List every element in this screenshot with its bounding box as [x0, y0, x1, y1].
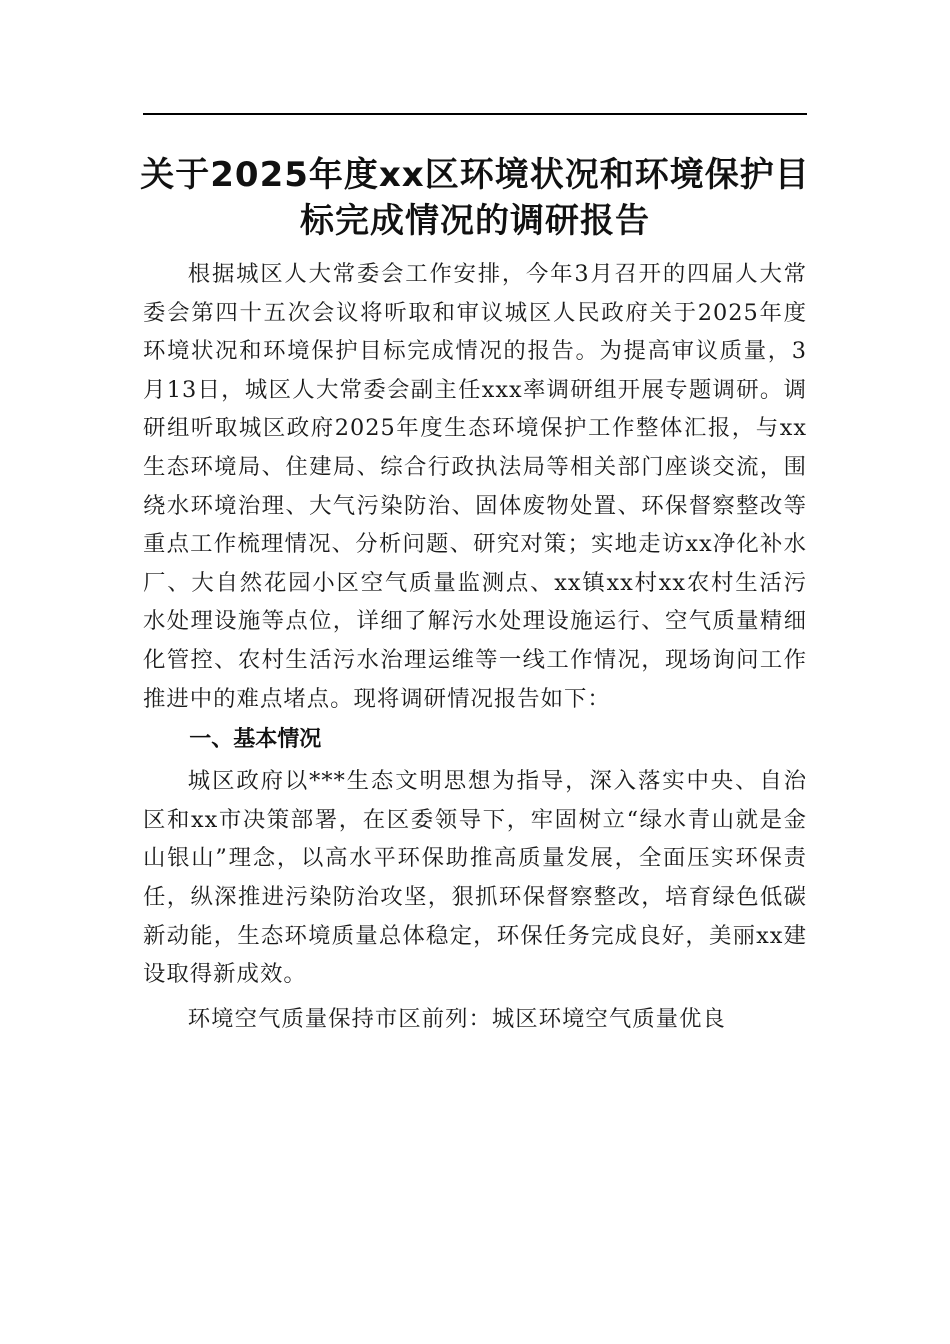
intro-paragraph: 根据城区人大常委会工作安排，今年3月召开的四届人大常委会第四十五次会议将听取和审议城区人民政府关于2025年度环境状况和环境保护目标完成情况的报告。为提高审议质量，3月13日，城区人大常委会副主任xxx率调研组开展专题调研。调研组听取城区政府2025年度生态环境保护工作整体汇报，与xx生态环境局、住建局、综合行政执法局等相关部门座谈交流，围绕水环境治理、大气污染防治、固体废物处置、环保督察整改等重点工作梳理情况、分析问题、研究对策；实地走访xx净化补水厂、大自然花园小区空气质量监测点、xx镇xx村xx农村生活污水处理设施等点位，详细了解污水处理设施运行、空气质量精细化管控、农村生活污水治理运维等一线工作情况，现场询问工作推进中的难点堵点。现将调研情况报告如下：: [143, 261, 807, 712]
document-body: [143, 255, 807, 1038]
basic-situation-paragraph: 城区政府以***生态文明思想为指导，深入落实中央、自治区和xx市决策部署，在区委领导下，牢固树立“绿水青山就是金山银山”理念，以高水平环保助推高质量发展，全面压实环保责任，纵深推进污染防治攻坚，狠抓环保督察整改，培育绿色低碳新动能，生态环境质量总体稳定，环保任务完成良好，美丽xx建设取得新成效。: [143, 768, 807, 988]
air-quality-paragraph: 环境空气质量保持市区前列：城区环境空气质量优良: [187, 1005, 726, 1032]
title-line-2: 标完成情况的调研报告: [300, 201, 650, 241]
header-rule: [143, 113, 807, 115]
document-title: [110, 152, 840, 244]
section-heading-basic-situation: 一、基本情况: [189, 727, 322, 753]
title-line-1: 关于2025年度xx区环境状况和环境保护目: [140, 155, 810, 195]
